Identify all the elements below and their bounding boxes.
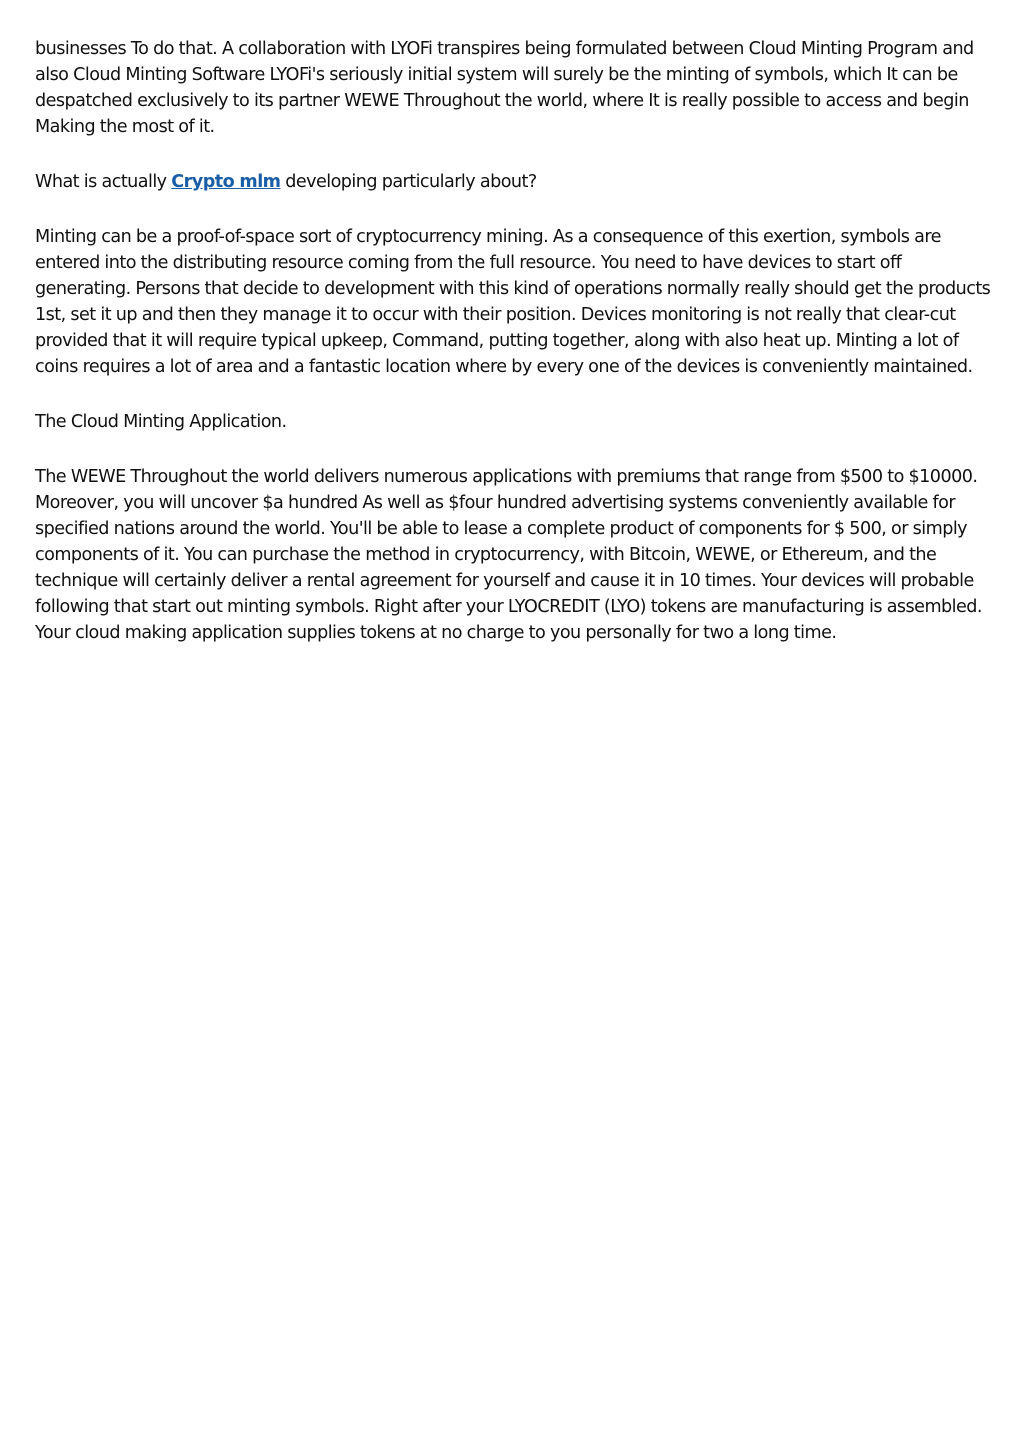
question-text-before: What is actually [35,172,172,192]
paragraph-question [35,169,995,195]
paragraph-minting: Minting can be a proof-of-space sort of cryptocurrency mining. As a consequence of this exertion, symbols are entered into the distributing resource coming from the full resource. You need to have devices to start off generating. Persons that decide to development with this kind of operations normally really should get the products 1st, set it up and then they manage it to occur with their position. Devices monitoring is not really that clear-cut provided that it will require typical upkeep, Command, putting together, along with also heat up. Minting a lot of coins requires a lot of area and a fantastic location where by every one of the devices is conveniently maintained. [35,227,991,377]
paragraph-wewe-applications: The WEWE Throughout the world delivers numerous applications with premiums that range from $500 to $10000. Moreover, you will uncover $a hundred As well as $four hundred advertising systems conveniently available for specified nations around the world. You'll be able to lease a complete product of components for $ 500, or simply components of it. You can purchase the method in cryptocurrency, with Bitcoin, WEWE, or Ethereum, and the technique will certainly deliver a rental agreement for yourself and cause it in 10 times. Your devices will probable following that start out minting symbols. Right after your LYOCREDIT (LYO) tokens are manufacturing is assembled. Your cloud making application supplies tokens at no charge to you personally for two a long time. [35,467,982,643]
paragraph-collaboration: businesses To do that. A collaboration with LYOFi transpires being formulated between Cloud Minting Program and also Cloud Minting Software LYOFi's seriously initial system will surely be the minting of symbols, which It can be despatched exclusively to its partner WEWE Throughout the world, where It is really possible to access and begin Making the most of it. [35,39,974,137]
question-text-after: developing particularly about? [280,172,537,192]
crypto-mlm-link[interactable]: Crypto mlm [171,172,281,192]
paragraph-heading-cloud-minting: The Cloud Minting Application. [35,412,287,432]
